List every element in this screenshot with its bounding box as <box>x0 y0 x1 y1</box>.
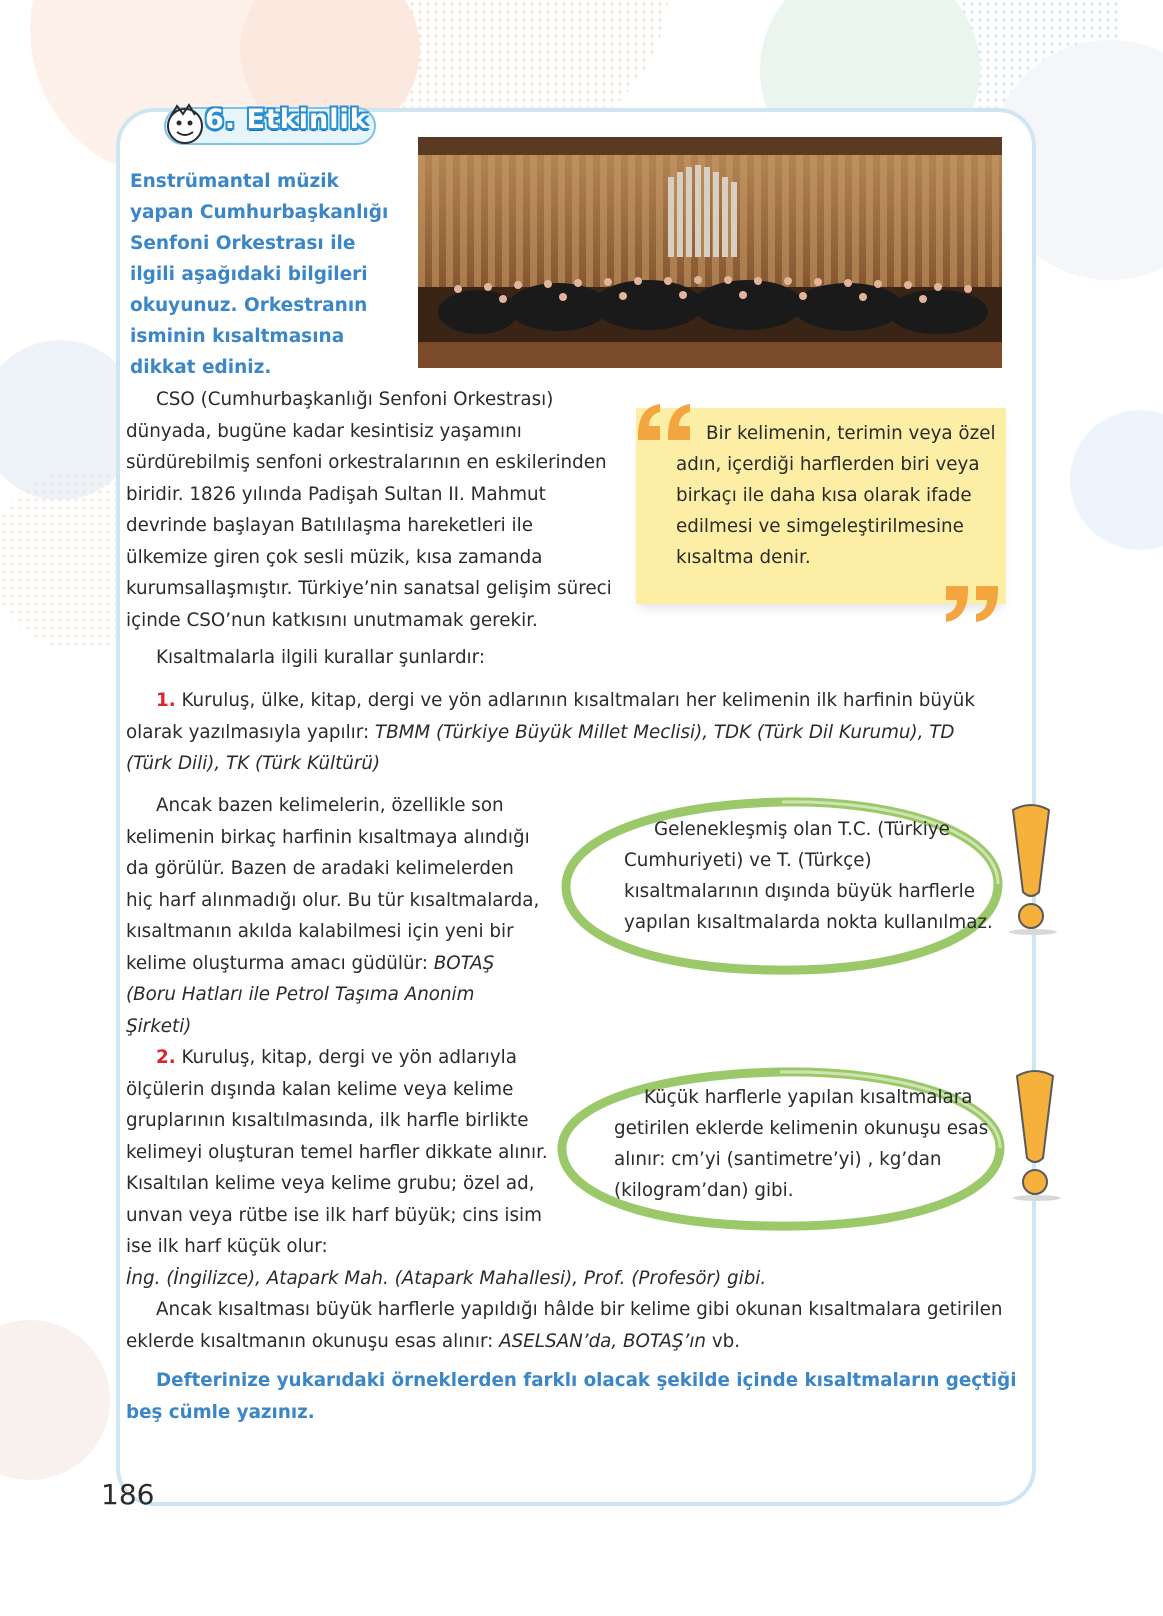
rule-1-extra-text: Ancak bazen kelimelerin, özellikle son kelimenin birkaç harfinin kısaltmaya alındığı da görülür. Bazen de aradaki kelimelerden hiç harf alınmadığı olur. Bu tür kısaltmalarda, kısaltmanın akılda kalabilmesi için yeni bir kelime oluşturma amacı güdülür: <box>126 795 540 974</box>
closing-suffix: vb. <box>711 1330 741 1352</box>
definition-text: Bir kelimenin, terimin veya özel adın, içerdiği harflerden biri veya birkaçı ile daha kısa olarak ifade edilmesi ve simgeleştirilmesine kısaltma denir. <box>676 423 996 568</box>
activity-title: 6. Etkinlik <box>205 104 369 135</box>
rule-1-text: Kuruluş, ülke, kitap, dergi ve yön adlarının kısaltmaları her kelimenin ilk harfinin büyük olarak yazılmasıyla yapılır: <box>126 690 975 743</box>
rule-1 <box>126 685 1006 780</box>
rule-1-examples: TBMM (Türkiye Büyük Millet Meclisi), TDK (Türk Dil Kurumu), TD (Türk Dili), TK (Türk Kültürü) <box>126 721 955 774</box>
closing-examples: ASELSAN’da, BOTAŞ’ın <box>499 1330 707 1352</box>
exclamation-icon <box>1007 1066 1063 1201</box>
exclamation-icon <box>1003 800 1059 935</box>
rule-1-extra <box>126 790 544 1042</box>
closing-text: Ancak kısaltması büyük harflerle yapıldığı hâlde bir kelime gibi okunan kısaltmalara getirilen eklerde kısaltmanın okunuşu esas alınır: <box>126 1299 1003 1352</box>
intro-instruction: Enstrümantal müzik yapan Cumhurbaşkanlığı Senfoni Orkestrası ile ilgili aşağıdaki bilgileri okuyunuz. Orkestranın isminin kısaltmasına dikkat ediniz. <box>130 171 389 378</box>
rule-2-number: 2. <box>156 1047 176 1068</box>
page-number: 186 <box>101 1478 155 1511</box>
closing-paragraph <box>126 1294 1006 1357</box>
warning-text-2: Küçük harflerle yapılan kısaltmalara getirilen eklerde kelimenin okunuşu esas alınır: cm’yi (santimetre’yi) , kg’dan (kilogram’dan) gibi. <box>614 1087 989 1201</box>
botas-example: BOTAŞ (Boru Hatları ile Petrol Taşıma Anonim Şirketi) <box>126 952 495 1037</box>
warning-text-1: Gelenekleşmiş olan T.C. (Türkiye Cumhuriyeti) ve T. (Türkçe) kısaltmalarının dışında büyük harflerle yapılan kısaltmalarda nokta kullanılmaz. <box>624 819 993 933</box>
orchestra-photo <box>418 137 1002 368</box>
rule-1-number: 1. <box>156 690 176 711</box>
rule-2-text: Kuruluş, kitap, dergi ve yön adlarıyla ölçülerin dışında kalan kelime veya kelime gruplarının kısaltılmasında, ilk harfle birlikte kelimeyi oluşturan temel harfler dikkate alınır. Kısaltılan kelime veya kelime grubu; özel ad, unvan veya rütbe ise ilk harf büyük; cins isim ise ilk harf küçük olur: <box>126 1047 548 1257</box>
rule-2-examples: İng. (İngilizce), Atapark Mah. (Atapark Mahallesi), Prof. (Profesör) gibi. <box>126 1267 767 1289</box>
rules-intro: Kısaltmalarla ilgili kurallar şunlardır: <box>156 647 485 668</box>
close-quote-icon <box>938 584 1002 624</box>
writing-task: Defterinize yukarıdaki örneklerden farklı olacak şekilde içinde kısaltmaların geçtiği beş cümle yazınız. <box>126 1370 1017 1423</box>
cso-paragraph: CSO (Cumhurbaşkanlığı Senfoni Orkestrası) dünyada, bugüne kadar kesintisiz yaşamını sürdürebilmiş senfoni orkestralarının en eskilerinden biridir. 1826 yılında Padişah Sultan II. Mahmut devrinde başlayan Batılılaşma hareketleri ile ülkemize giren çok sesli müzik, kısa zamanda kurumsallaşmıştır. Türkiye’nin sanatsal gelişim süreci içinde CSO’nun katkısını unutmamak gerekir. <box>126 389 612 631</box>
